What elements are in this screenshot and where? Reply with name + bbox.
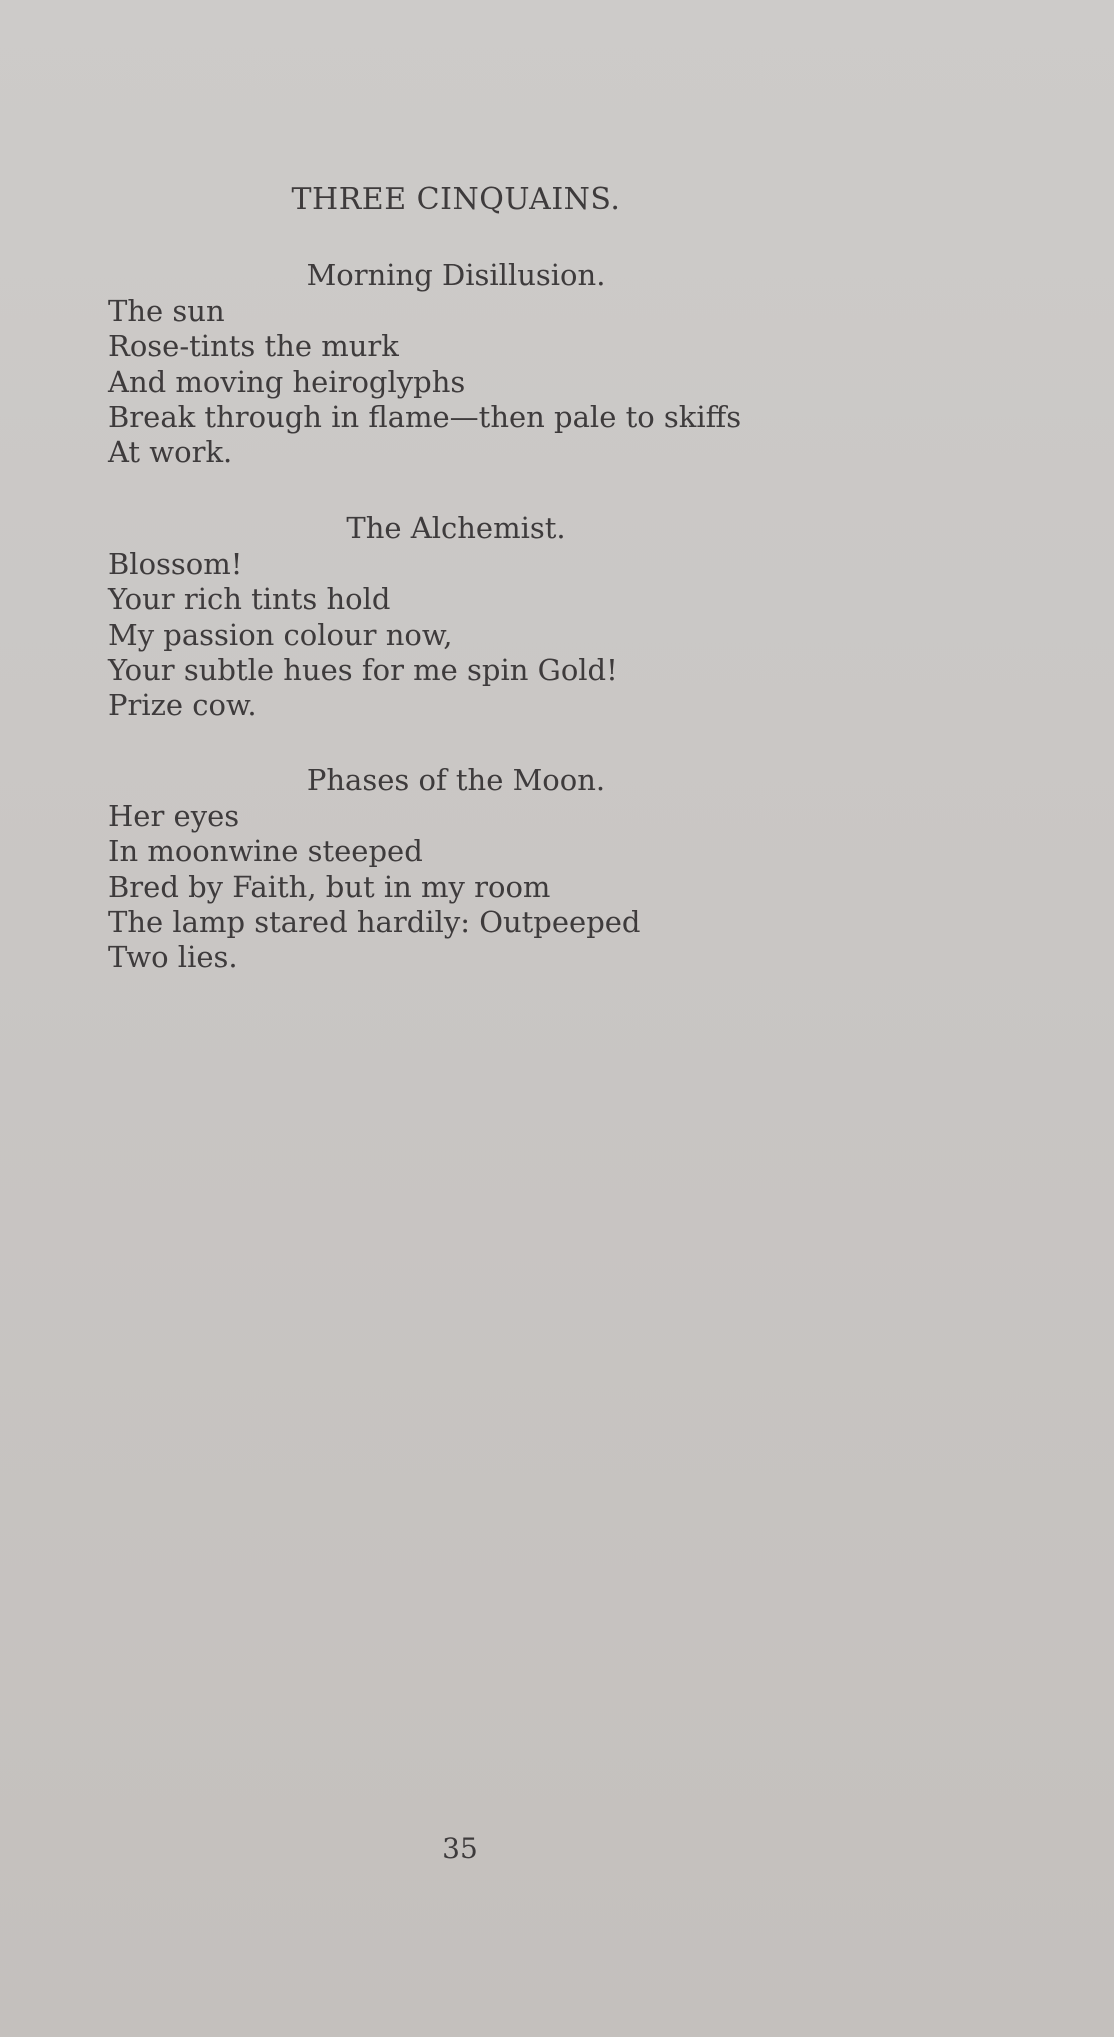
poem-stanza-the-alchemist xyxy=(108,547,618,723)
poem-line: Your subtle hues for me spin Gold! xyxy=(108,652,618,687)
poem-line: Prize cow. xyxy=(108,688,257,723)
poem-line: Rose-tints the murk xyxy=(108,329,399,364)
page-title: THREE CINQUAINS. xyxy=(291,182,621,217)
poem-line: Bred by Faith, but in my room xyxy=(108,869,551,904)
poem-line: The lamp stared hardily: Outpeeped xyxy=(108,904,641,939)
poem-line: The sun xyxy=(108,294,225,328)
poem-line: Blossom! xyxy=(108,547,243,581)
poem-line: Two lies. xyxy=(108,940,238,975)
poem-line: Her eyes xyxy=(108,799,240,833)
poem-line: Your rich tints hold xyxy=(108,582,391,617)
poem-heading-phases-of-the-moon: Phases of the Moon. xyxy=(306,763,606,797)
poem-line: In moonwine steeped xyxy=(108,834,423,869)
poem-line: And moving heiroglyphs xyxy=(108,364,466,399)
poem-line: Break through in flame—then pale to skiffs xyxy=(108,399,742,434)
poem-heading-the-alchemist: The Alchemist. xyxy=(346,511,566,545)
page-number: 35 xyxy=(442,1832,478,1865)
poem-heading-morning-disillusion: Morning Disillusion. xyxy=(306,258,606,292)
poem-stanza-morning-disillusion xyxy=(108,294,741,470)
poem-stanza-phases-of-the-moon xyxy=(108,799,640,975)
poem-line: My passion colour now, xyxy=(108,617,453,652)
poem-line: At work. xyxy=(108,435,233,470)
